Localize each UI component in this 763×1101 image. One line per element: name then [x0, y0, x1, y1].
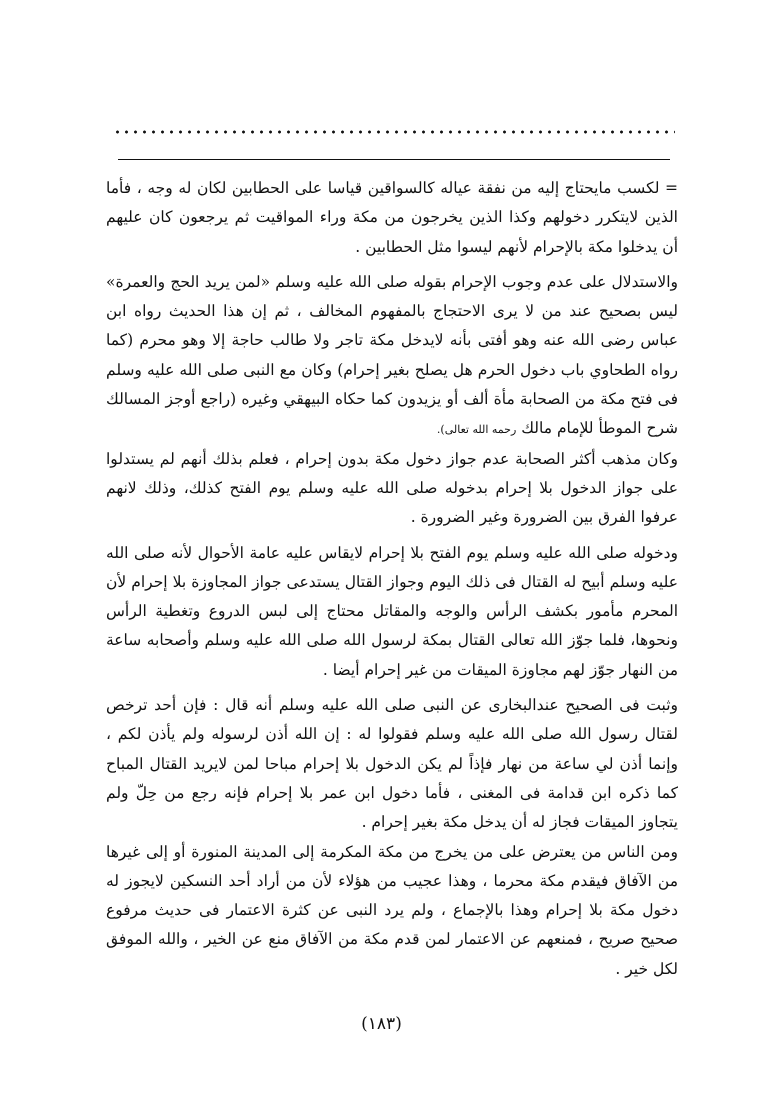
paragraph-6: ومن الناس من يعترض على من يخرج من مكة المكرمة إلى المدينة المنورة أو إلى غيرها من الآفاق فيقدم مكة محرما ، وهذا عجيب من هؤلاء لأن من أراد أحد النسكين لايجوز له دخول مكة بلا إحرام وهذا بالإجماع ، ولم يرد النبى عن كثرة الاعتمار فى حديث مرفوع صحيح صريح ، فمنعهم عن الاعتمار لمن قدم مكة من الآفاق منع عن الخير ، والله الموفق لكل خير .: [106, 842, 678, 978]
dotted-separator: [113, 128, 675, 136]
paragraph-3: وكان مذهب أكثر الصحابة عدم جواز دخول مكة بدون إحرام ، فعلم بذلك أنهم لم يستدلوا على جواز الدخول بلا إحرام بدخوله صلى الله عليه وسلم يوم الفتح كذلك، وذلك لانهم عرفوا الفرق بين الضرورة وغير الضرورة .: [106, 449, 678, 527]
page-number: (١٨٣): [361, 1014, 402, 1034]
paragraph-2-text: والاستدلال على عدم وجوب الإحرام بقوله صلى الله عليه وسلم «لمن يريد الحج والعمرة» ليس بصحيح عند من لا يرى الاحتجاج بالمفهوم المخالف ، ثم إن هذا الحديث رواه ابن عباس رضى الله عنه وهو أفتى بأنه لايدخل مكة تاجر ولا طالب حاجة إلا وهو محرم (كما رواه الطحاوي باب دخول الحرم هل يصلح بغير إحرام) وكان مع النبى صلى الله عليه وسلم فى فتح مكة من الصحابة مأة ألف أو يزيدون كما حكاه البيهقي وغيره (راجع أوجز المسالك شرح الموطأ للإمام مالك: [106, 272, 678, 438]
paragraph-4: ودخوله صلى الله عليه وسلم يوم الفتح بلا إحرام لايقاس عليه عامة الأحوال لأنه صلى الله عليه وسلم أبيح له القتال فى ذلك اليوم وجواز القتال يستدعى جواز المجاوزة بلا إحرام لأن المحرم مأمور بكشف الرأس والوجه والمقاتل محتاج إلى لبس الدروع وتغطية الرأس ونحوها، فلما جوّز الله تعالى القتال بمكة لرسول الله صلى الله عليه وسلم وأصحابه ساعة من النهار جوّز لهم مجاوزة الميقات من غير إحرام أيضا .: [106, 543, 678, 679]
footnote-text-block: [106, 174, 678, 984]
footnote-rule: [118, 159, 670, 160]
paragraph-2-note: رحمه الله تعالى).: [436, 423, 517, 437]
paragraph-5: وثبت فى الصحيح عندالبخارى عن النبى صلى الله عليه وسلم أنه قال : فإن أحد ترخص لقتال رسول الله صلى الله عليه وسلم فقولوا له : إن الله أذن لرسوله ولم يأذن لكم ، وإنما أذن لي ساعة من نهار فإذاً لم يكن الدخول بلا إحرام مباحا لمن لايريد القتال المباح كما ذكره ابن قدامة فى المغنى ، فأما دخول ابن عمر بلا إحرام فإنه رجع من حِلّ ولم يتجاوز الميقات فجاز له أن يدخل مكة بغير إحرام .: [106, 696, 678, 832]
paragraph-1: = لكسب مايحتاج إليه من نفقة عياله كالسواقين قياسا على الحطابين لكان له وجه ، فأما الذين لايتكرر دخولهم وكذا الذين يخرجون من مكة وراء المواقيت ثم يرجعون كان عليهم أن يدخلوا مكة بالإحرام لأنهم ليسوا مثل الحطابين .: [106, 179, 678, 256]
paragraph-2: [106, 268, 678, 445]
